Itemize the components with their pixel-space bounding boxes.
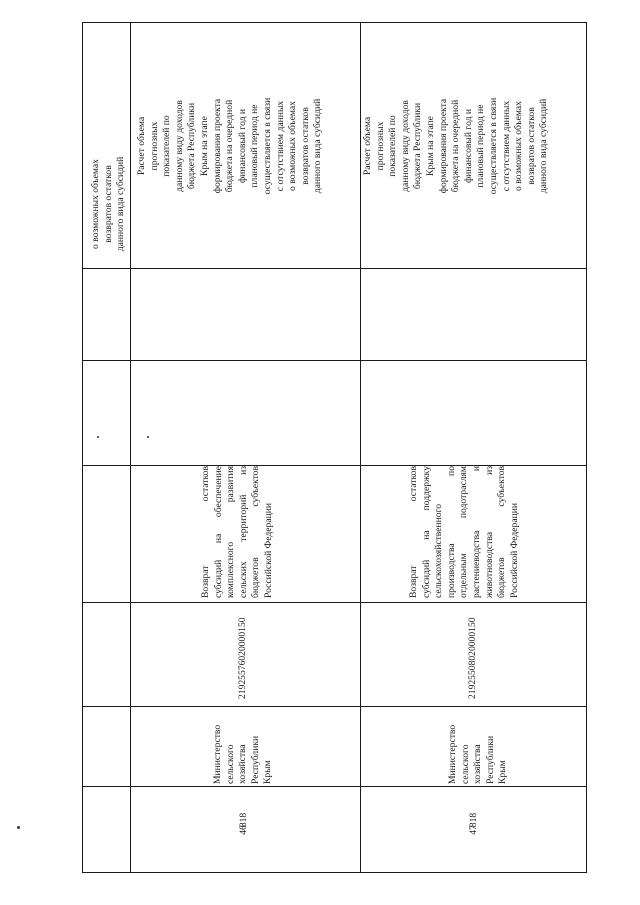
table-border-right	[586, 22, 587, 873]
row-46-number: 46	[238, 825, 249, 835]
row-46-method-text: Расчет объема прогнозных показателей по данному виду доходов бюджета Республики Крым на этапе формирования проекта бюджета на очередной финансовый год и плановый период не осуществляется в связи с отсутствием данных о возможных объемах возвратов остатков данного вида субсидий	[136, 97, 324, 195]
row-47-method-text: Расчет объема прогнозных показателей по данному виду доходов бюджета Республики Крым на этапе формирования проекта бюджета на очередной финансовый год и плановый период не осуществляется в связи с отсутствием данных о возможных объемах возвратов остатков данного вида субсидий	[362, 97, 550, 195]
scan-speck	[97, 436, 99, 438]
row-46-name-text: Возврат остатков субсидий на обеспечение комплексного развития сельских территорий из бюджетов субъектов Российской Федерации	[200, 466, 274, 598]
row-46-code: 818	[238, 812, 249, 828]
row-47-name-text: Возврат остатков субсидий на поддержку сельскохозяйственного производства по отдельным подотраслям растениеводства и животноводства из бюджетов субъектов Российской Федерации	[408, 466, 520, 598]
scan-speck	[17, 826, 20, 829]
row-46-administrator: Министерство сельского хозяйства Республики Крым	[212, 724, 274, 784]
column-separator-method	[82, 268, 587, 269]
row-separator-1	[130, 22, 131, 873]
row-47-number: 47	[468, 825, 479, 835]
continuation-text: о возможных объемах возвратов остатков данного вида субсидий	[90, 156, 127, 252]
row-47-administrator: Министерство сельского хозяйства Республики Крым	[447, 724, 509, 784]
column-separator-a	[82, 360, 587, 361]
column-separator-kbk	[82, 602, 587, 603]
row-separator-2	[360, 22, 361, 873]
table-border-bottom	[82, 872, 587, 873]
column-separator-admin	[82, 706, 587, 707]
row-47-kbk: 21925508020000150	[467, 617, 478, 699]
row-46-kbk: 21925576020000150	[237, 617, 248, 699]
scan-speck	[147, 436, 149, 438]
table-border-left	[82, 22, 83, 873]
row-47-code: 818	[468, 812, 479, 828]
table-border-top	[82, 22, 587, 23]
column-separator-code	[82, 786, 587, 787]
